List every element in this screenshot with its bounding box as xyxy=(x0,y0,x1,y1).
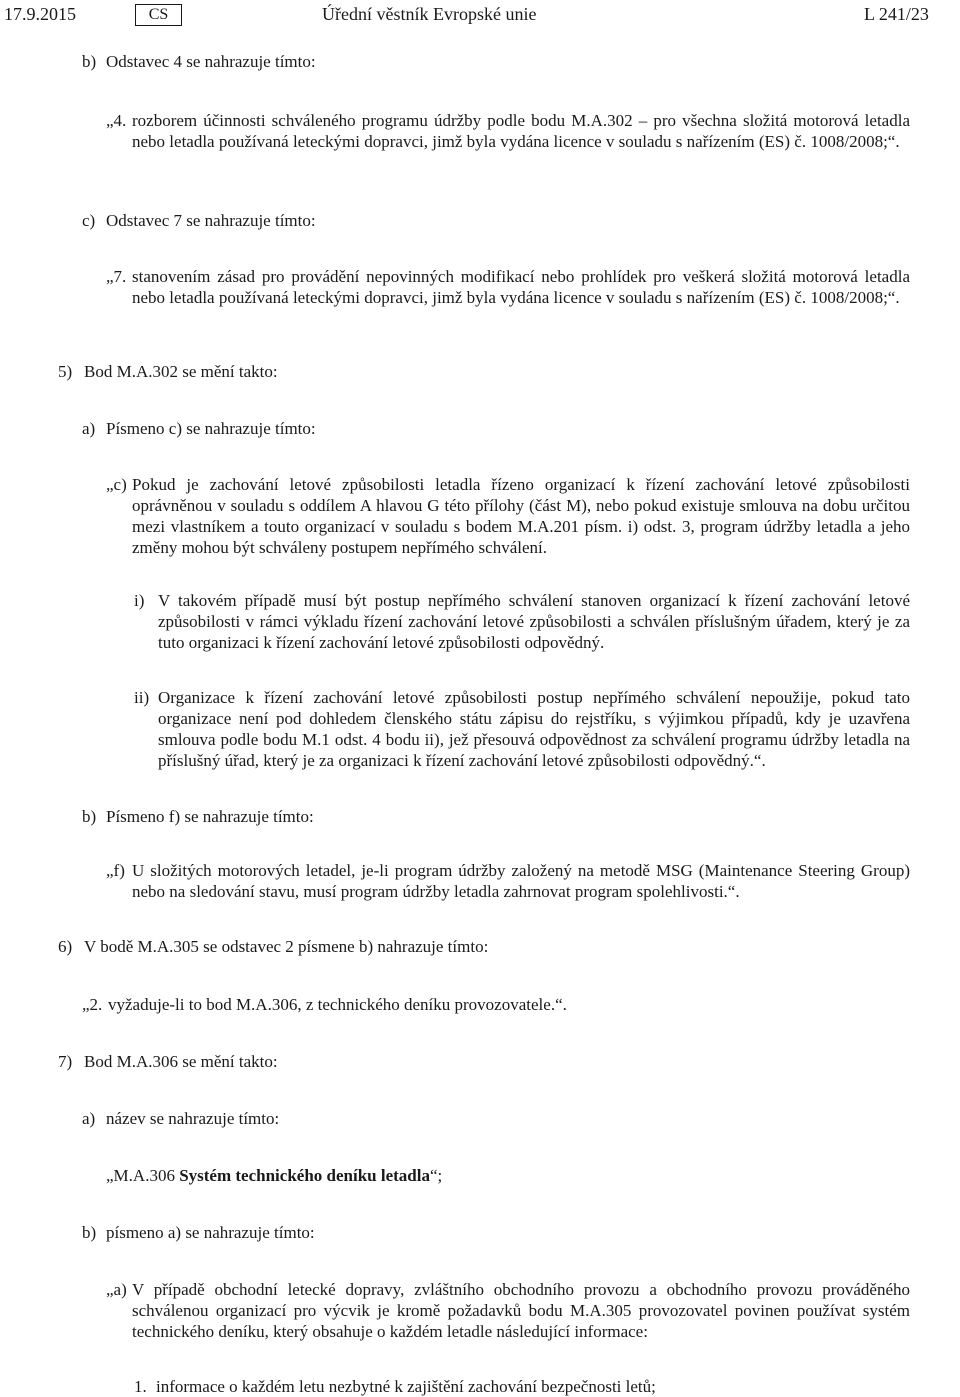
sub-item-label: i) xyxy=(134,591,145,610)
item-text: název se nahrazuje tímto: xyxy=(106,1109,280,1128)
point-label: 7) xyxy=(58,1052,73,1071)
title-suffix: “; xyxy=(429,1166,443,1185)
sub-item-text: Organizace k řízení zachování letové způsobilosti postup nepřímého schválení nepoužije, pokud tato organizace není pod dohledem členského státu zápisu do rejstříku, s výjimkou případů, kdy je uzavřena smlouva podle bodu M.1 odst. 4 bodu ii), jež přesouvá odpovědnost za schválení programu údržby letadla na příslušný úřad, který je za organizaci k řízení zachování letové způsobilosti odpovědný.“. xyxy=(158,688,910,770)
point-label: 6) xyxy=(58,937,73,956)
header-date: 17.9.2015 xyxy=(4,4,76,24)
quote-text: U složitých motorových letadel, je-li program údržby založený na metodě MSG (Maintenance Steering Group) nebo na sledování stavu, musí program údržby letadla zahrnovat program spolehlivosti.“. xyxy=(132,861,910,901)
item-label: b) xyxy=(82,52,97,71)
point-text: V bodě M.A.305 se odstavec 2 písmene b) nahrazuje tímto: xyxy=(84,937,489,956)
journal-title: Úřední věstník Evropské unie xyxy=(322,4,537,24)
item-text: Odstavec 7 se nahrazuje tímto: xyxy=(106,211,316,230)
quote-label: „2. xyxy=(82,995,103,1014)
quote-label: „f) xyxy=(106,861,125,880)
page-number: L 241/23 xyxy=(864,4,929,24)
numbered-label: 1. xyxy=(134,1377,147,1396)
quote-text: stanovením zásad pro provádění nepovinných modifikací nebo prohlídek pro veškerá složitá motorová letadla nebo letadla používaná leteckými dopravci, jimž byla vydána licence v souladu s nařízením (ES) č. 1008/2008;“. xyxy=(132,267,910,307)
item-label: a) xyxy=(82,419,96,438)
quote-label: „c) xyxy=(106,475,127,494)
numbered-text: informace o každém letu nezbytné k zajištění zachování bezpečnosti letů; xyxy=(156,1377,656,1396)
quote-label: „7. xyxy=(106,267,127,286)
language-badge: CS xyxy=(135,4,182,26)
quote-label: „4. xyxy=(106,111,127,130)
item-text: Odstavec 4 se nahrazuje tímto: xyxy=(106,52,316,71)
sub-item-label: ii) xyxy=(134,688,150,707)
item-label: b) xyxy=(82,1223,97,1242)
point-text: Bod M.A.302 se mění takto: xyxy=(84,362,278,381)
page-header xyxy=(0,4,960,26)
point-text: Bod M.A.306 se mění takto: xyxy=(84,1052,278,1071)
point-label: 5) xyxy=(58,362,73,381)
item-label: a) xyxy=(82,1109,96,1128)
item-label: b) xyxy=(82,807,97,826)
sub-item-text: V takovém případě musí být postup nepřímého schválení stanoven organizací k řízení zachování letové způsobilosti v rámci výkladu řízení zachování letové způsobilosti a schválen příslušným úřadem, který je za tuto organizaci k řízení zachování letové způsobilosti odpovědný. xyxy=(158,591,910,652)
item-text: Písmeno c) se nahrazuje tímto: xyxy=(106,419,316,438)
quote-text: V případě obchodní letecké dopravy, zvláštního obchodního provozu a obchodního provozu prováděného schválenou organizací pro výcvik je kromě požadavků bodu M.A.305 provozovatel povinen používat systém technického deníku, který obsahuje o každém letadle následující informace: xyxy=(132,1280,910,1341)
item-label: c) xyxy=(82,211,96,230)
title-prefix: „M.A.306 xyxy=(106,1166,180,1185)
section-title-quote xyxy=(106,1165,442,1186)
quote-text: rozborem účinnosti schváleného programu údržby podle bodu M.A.302 – pro všechna složitá motorová letadla nebo letadla používaná leteckými dopravci, jimž byla vydána licence v souladu s nařízením (ES) č. 1008/2008;“. xyxy=(132,111,910,151)
title-bold: Systém technického deníku letadla xyxy=(179,1166,430,1185)
quote-label: „a) xyxy=(106,1280,127,1299)
item-text: Písmeno f) se nahrazuje tímto: xyxy=(106,807,314,826)
item-text: písmeno a) se nahrazuje tímto: xyxy=(106,1223,315,1242)
quote-text: vyžaduje-li to bod M.A.306, z technického deníku provozovatele.“. xyxy=(108,995,567,1014)
quote-text: Pokud je zachování letové způsobilosti letadla řízeno organizací k řízení zachování letové způsobilosti oprávněnou v souladu s oddílem A hlavou G této přílohy (část M), nebo pokud existuje smlouva na dobu určitou mezi vlastníkem a touto organizací v souladu s bodem M.A.201 písm. i) odst. 3, program údržby letadla a jeho změny mohou být schváleny postupem nepřímého schválení. xyxy=(132,475,910,557)
